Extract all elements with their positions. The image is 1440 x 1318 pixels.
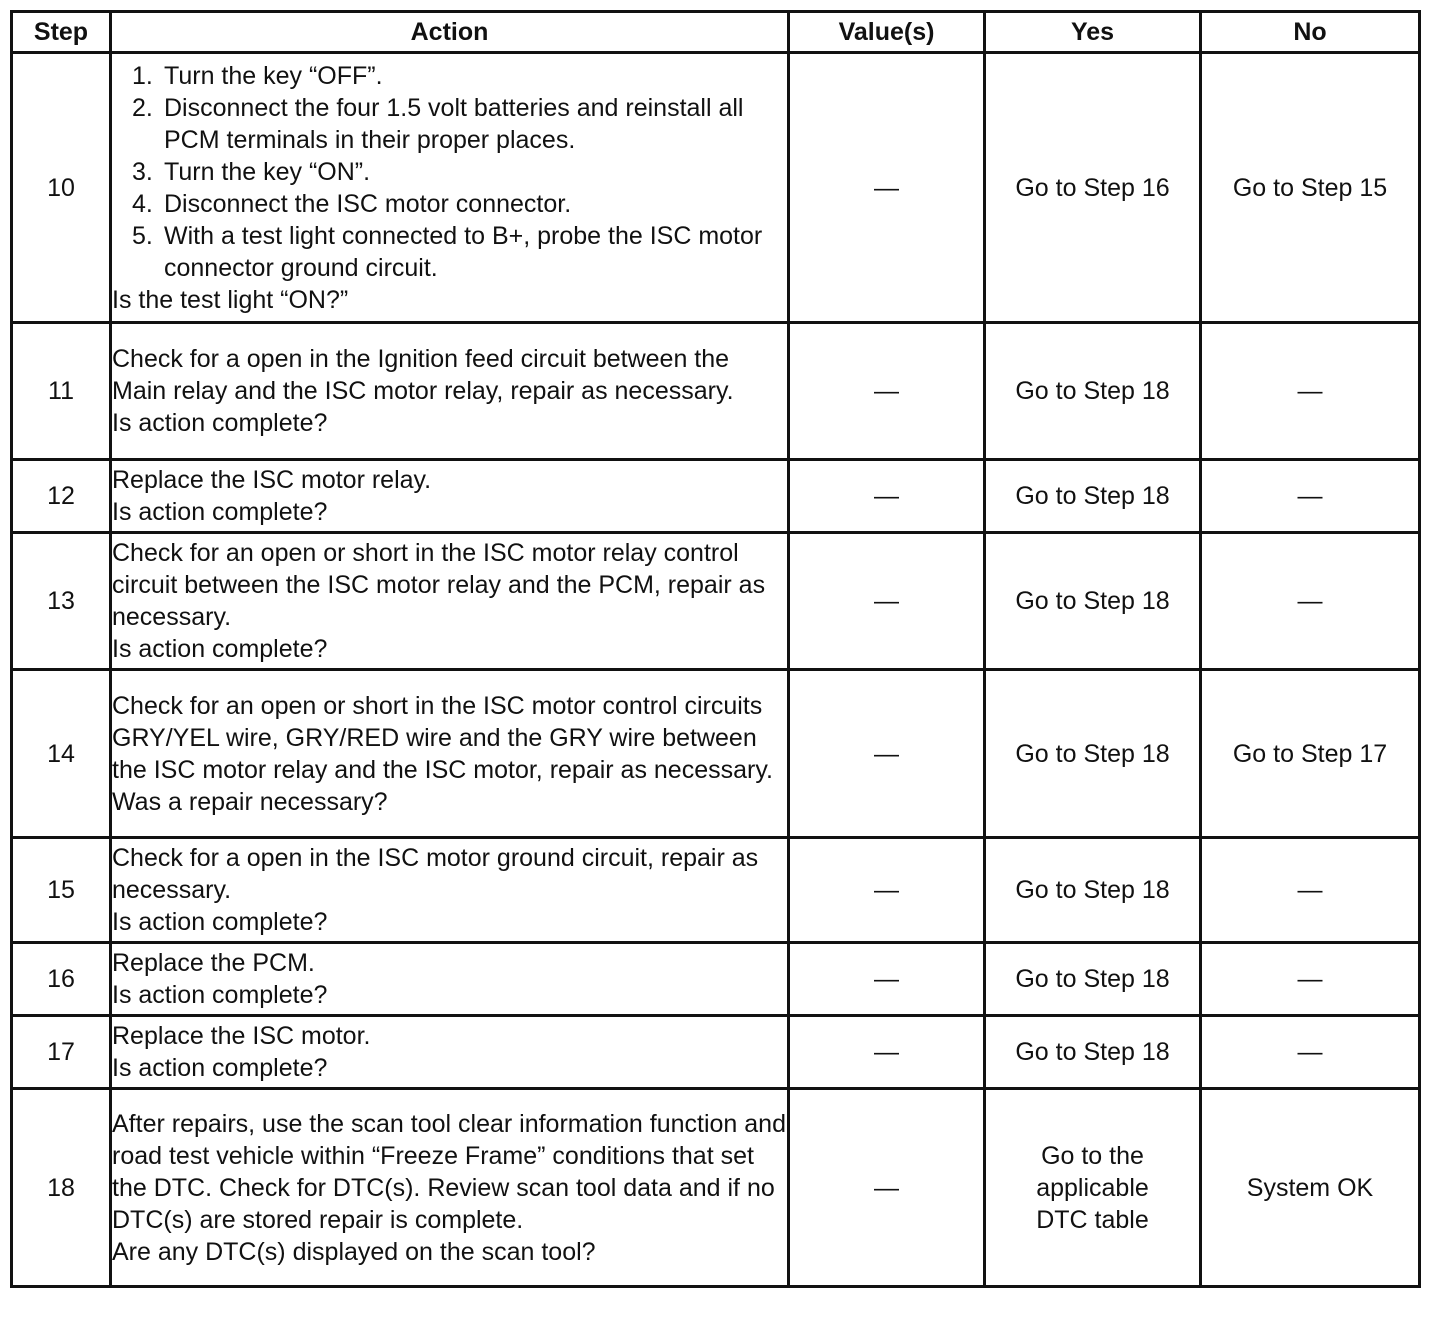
substep-number: 2. <box>132 93 153 122</box>
action-substep-list <box>112 60 787 284</box>
yes-outcome-text: Go to the <box>1041 1141 1144 1170</box>
action-text: Check for a open in the ISC motor ground circuit, repair as necessary. <box>112 844 759 904</box>
no-outcome-cell <box>1201 670 1420 838</box>
value-cell: — <box>789 838 985 943</box>
yes-outcome-cell <box>985 460 1201 533</box>
no-outcome-cell <box>1201 943 1420 1016</box>
yes-outcome-cell <box>985 533 1201 670</box>
diagnostic-table <box>10 10 1421 1288</box>
header-action: Action <box>111 12 789 53</box>
action-text: Is the test light “ON?” <box>112 285 349 314</box>
value-cell: — <box>789 460 985 533</box>
action-text: Is action complete? <box>112 409 328 437</box>
table-body <box>12 53 1420 1287</box>
action-text: Are any DTC(s) displayed on the scan tool? <box>112 1237 596 1266</box>
substep-text: With a test light connected to B+, probe the ISC motor connector ground circuit. <box>164 221 763 282</box>
no-outcome-cell <box>1201 1016 1420 1089</box>
yes-outcome-cell <box>985 943 1201 1016</box>
header-values: Value(s) <box>789 12 985 53</box>
step-number: 14 <box>12 670 111 838</box>
no-outcome-text: — <box>1297 587 1323 615</box>
substep-text: Disconnect the four 1.5 volt batteries and reinstall all PCM terminals in their proper places. <box>164 93 744 154</box>
no-outcome-text: — <box>1297 1038 1323 1066</box>
action-substep <box>112 92 787 156</box>
action-text: Is action complete? <box>112 981 328 1009</box>
yes-outcome-text: Go to Step 18 <box>1015 876 1170 904</box>
table-row <box>12 838 1420 943</box>
yes-outcome-text: Go to Step 16 <box>1015 173 1170 202</box>
action-text: Replace the ISC motor. <box>112 1022 371 1050</box>
action-substep <box>112 188 787 220</box>
yes-outcome-text: Go to Step 18 <box>1015 482 1170 510</box>
no-outcome-cell <box>1201 1089 1420 1287</box>
action-text: Is action complete? <box>112 498 328 526</box>
step-number: 10 <box>12 53 111 323</box>
action-substep <box>112 156 787 188</box>
action-text: Was a repair necessary? <box>112 787 388 816</box>
no-outcome-text: — <box>1297 876 1323 904</box>
no-outcome-cell <box>1201 838 1420 943</box>
yes-outcome-text: Go to Step 18 <box>1015 377 1170 405</box>
value-cell: — <box>789 323 985 460</box>
value-cell: — <box>789 943 985 1016</box>
value-cell: — <box>789 1016 985 1089</box>
substep-number: 5. <box>132 221 153 250</box>
action-cell <box>111 323 789 460</box>
action-text: After repairs, use the scan tool clear information function and road test vehicle within “Freeze Frame” conditions that set the DTC. Check for DTC(s). Review scan tool data and if no DTC(s) are stored repair is complete. <box>112 1109 786 1234</box>
action-cell <box>111 838 789 943</box>
table-row <box>12 460 1420 533</box>
yes-outcome-cell <box>985 1089 1201 1287</box>
no-outcome-text: — <box>1297 965 1323 993</box>
no-outcome-text: — <box>1297 482 1323 510</box>
no-outcome-cell <box>1201 323 1420 460</box>
no-outcome-cell <box>1201 460 1420 533</box>
yes-outcome-text: Go to Step 18 <box>1015 1038 1170 1066</box>
step-number: 11 <box>12 323 111 460</box>
yes-outcome-cell <box>985 323 1201 460</box>
yes-outcome-cell <box>985 670 1201 838</box>
action-cell <box>111 1016 789 1089</box>
action-cell <box>111 533 789 670</box>
no-outcome-cell <box>1201 533 1420 670</box>
no-outcome-text: System OK <box>1246 1173 1374 1202</box>
substep-number: 1. <box>132 61 153 90</box>
substep-text: Turn the key “OFF”. <box>164 61 383 90</box>
step-number: 17 <box>12 1016 111 1089</box>
yes-outcome-text: applicable <box>1036 1173 1149 1202</box>
no-outcome-text: Go to Step 17 <box>1232 739 1388 768</box>
step-number: 15 <box>12 838 111 943</box>
substep-text: Turn the key “ON”. <box>164 157 371 186</box>
action-cell <box>111 53 789 323</box>
action-cell <box>111 460 789 533</box>
header-step: Step <box>12 12 111 53</box>
substep-number: 3. <box>132 157 153 186</box>
header-no: No <box>1201 12 1420 53</box>
action-substep <box>112 60 787 92</box>
table-row <box>12 323 1420 460</box>
action-text: Is action complete? <box>112 635 328 663</box>
step-number: 16 <box>12 943 111 1016</box>
value-cell: — <box>789 53 985 323</box>
yes-outcome-text: DTC table <box>1036 1205 1149 1234</box>
action-text: Is action complete? <box>112 908 328 936</box>
yes-outcome-text: Go to Step 18 <box>1015 587 1170 615</box>
action-substep <box>112 220 787 284</box>
value-cell: — <box>789 1089 985 1287</box>
no-outcome-text: Go to Step 15 <box>1232 173 1388 202</box>
header-yes: Yes <box>985 12 1201 53</box>
header-row <box>12 12 1420 53</box>
table-row <box>12 1089 1420 1287</box>
action-cell <box>111 943 789 1016</box>
yes-outcome-cell <box>985 1016 1201 1089</box>
action-cell <box>111 670 789 838</box>
step-number: 13 <box>12 533 111 670</box>
yes-outcome-cell <box>985 53 1201 323</box>
value-cell: — <box>789 670 985 838</box>
table-row <box>12 53 1420 323</box>
action-text: Replace the ISC motor relay. <box>112 466 432 494</box>
table-row <box>12 943 1420 1016</box>
step-number: 18 <box>12 1089 111 1287</box>
value-cell: — <box>789 533 985 670</box>
action-text: Check for an open or short in the ISC motor control circuits GRY/YEL wire, GRY/RED wire and the GRY wire between the ISC motor relay and the ISC motor, repair as necessary. <box>112 691 773 784</box>
yes-outcome-text: Go to Step 18 <box>1015 739 1170 768</box>
step-number: 12 <box>12 460 111 533</box>
action-text: Check for a open in the Ignition feed circuit between the Main relay and the ISC motor relay, repair as necessary. <box>112 345 734 405</box>
no-outcome-cell <box>1201 53 1420 323</box>
diagnostic-table-sheet <box>10 10 1418 1288</box>
substep-text: Disconnect the ISC motor connector. <box>164 189 572 218</box>
no-outcome-text: — <box>1297 377 1323 405</box>
table-row <box>12 1016 1420 1089</box>
table-row <box>12 670 1420 838</box>
yes-outcome-text: Go to Step 18 <box>1015 965 1170 993</box>
substep-number: 4. <box>132 189 153 218</box>
action-text: Check for an open or short in the ISC motor relay control circuit between the ISC motor relay and the PCM, repair as necessary. <box>112 539 766 631</box>
action-cell <box>111 1089 789 1287</box>
action-text: Replace the PCM. <box>112 949 315 977</box>
table-row <box>12 533 1420 670</box>
yes-outcome-cell <box>985 838 1201 943</box>
action-text: Is action complete? <box>112 1054 328 1082</box>
